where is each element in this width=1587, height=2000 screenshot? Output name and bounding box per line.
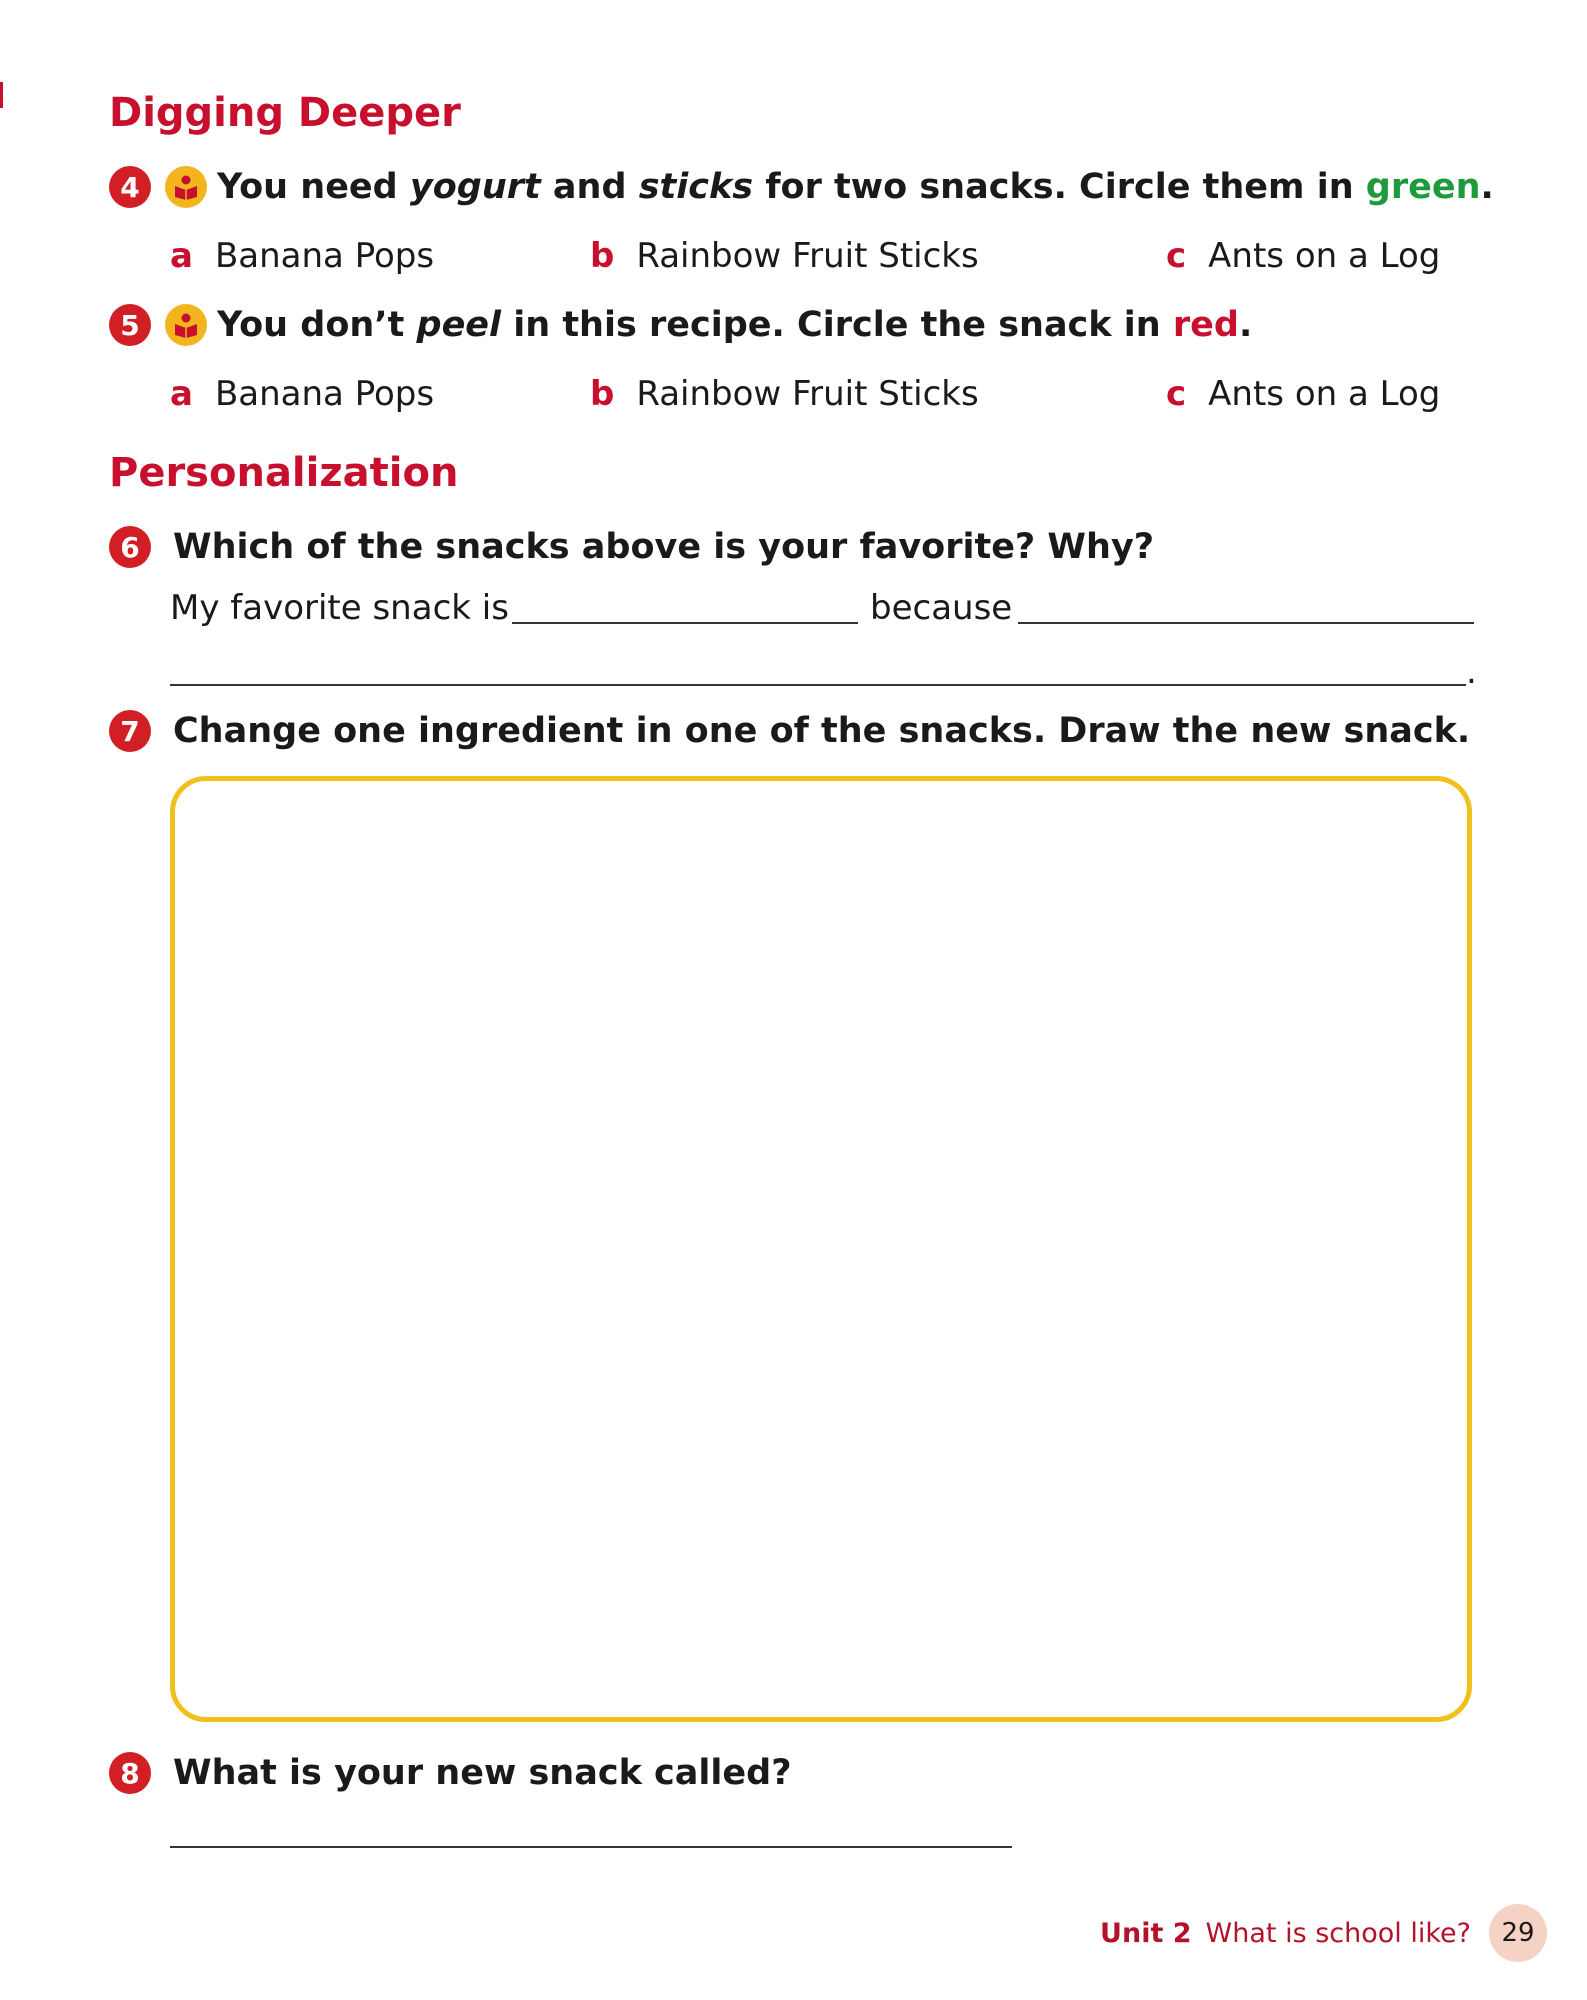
footer-unit: Unit 2 [1100,1917,1192,1949]
question-4-text: You need yogurt and sticks for two snacks. Circle them in green. [217,167,1494,207]
q4-option-a[interactable]: a Banana Pops [170,236,435,276]
heading-digging-deeper: Digging Deeper [109,90,461,136]
q5-option-c[interactable]: c Ants on a Log [1166,374,1441,414]
sentence-because: because [870,588,1013,628]
question-6 [109,526,1154,568]
question-7 [109,710,1470,752]
page-number-badge [1489,1904,1547,1962]
question-5-text: You don’t peel in this recipe. Circle the snack in red. [217,305,1253,345]
page-number: 29 [1501,1918,1535,1948]
q5-option-b[interactable]: b Rainbow Fruit Sticks [590,374,979,414]
question-number-7: 7 [109,710,151,752]
answer-line-snack[interactable] [512,622,858,624]
question-number-8: 8 [109,1752,151,1794]
answer-line-continuation[interactable] [170,684,1466,686]
answer-line-snack-name[interactable] [170,1846,1012,1848]
question-4 [109,166,1494,208]
page-footer [1100,1904,1547,1962]
q5-option-a[interactable]: a Banana Pops [170,374,435,414]
sentence-end-period: . [1466,652,1477,692]
question-number-5: 5 [109,304,151,346]
q4-option-b[interactable]: b Rainbow Fruit Sticks [590,236,979,276]
question-8-text: What is your new snack called? [173,1753,792,1793]
question-6-text: Which of the snacks above is your favorite? Why? [173,527,1155,567]
q4-option-c[interactable]: c Ants on a Log [1166,236,1441,276]
reader-icon [165,304,207,346]
question-8 [109,1752,792,1794]
edge-mark [0,82,3,108]
question-number-6: 6 [109,526,151,568]
color-word-green: green [1365,167,1481,207]
reader-icon [165,166,207,208]
sentence-start: My favorite snack is [170,588,509,628]
drawing-box[interactable] [170,776,1472,1722]
footer-title: What is school like? [1205,1917,1471,1949]
answer-line-because[interactable] [1018,622,1474,624]
question-5 [109,304,1252,346]
color-word-red: red [1172,305,1239,345]
question-7-text: Change one ingredient in one of the snacks. Draw the new snack. [173,711,1471,751]
question-number-4: 4 [109,166,151,208]
heading-personalization: Personalization [109,450,459,496]
